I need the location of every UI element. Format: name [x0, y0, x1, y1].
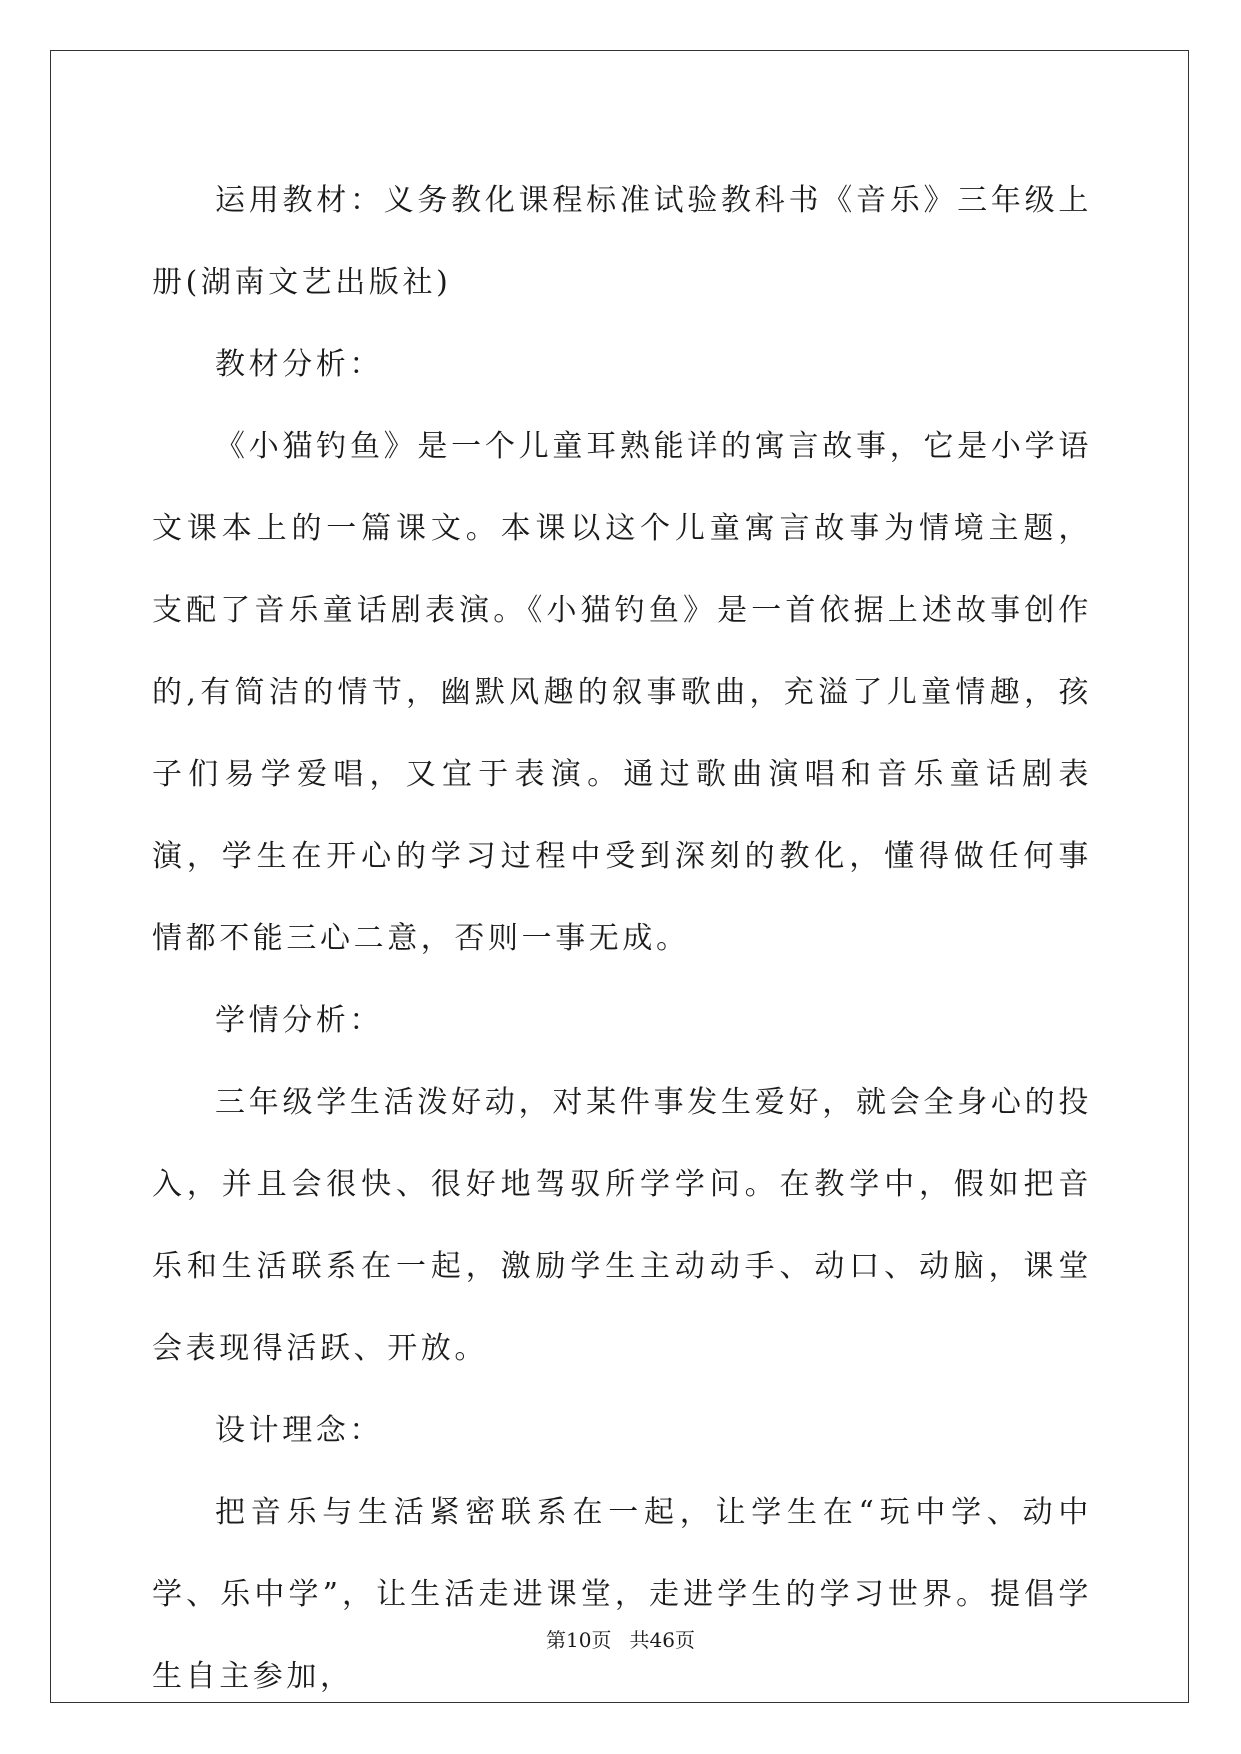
page-footer [0, 1628, 1241, 1652]
student-analysis-paragraph: 三年级学生活泼好动，对某件事发生爱好，就会全身心的投入，并且会很快、很好地驾驭所学学问。在教学中，假如把音乐和生活联系在一起，激励学生主动动手、动口、动脑，课堂会表现得活跃、开放。 [152, 1085, 1092, 1366]
design-concept-paragraph: 把音乐与生活紧密联系在一起，让学生在“玩中学、动中学、乐中学”，让生活走进课堂，走进学生的学习世界。提倡学生自主参加， [152, 1495, 1092, 1694]
document-body [152, 160, 1092, 1718]
total-pages: 共46页 [629, 1628, 695, 1652]
design-concept-heading: 设计理念： [215, 1413, 383, 1448]
material-analysis-heading: 教材分析： [215, 347, 383, 382]
student-analysis-heading: 学情分析： [215, 1003, 383, 1038]
page-number: 第10页 [546, 1628, 612, 1652]
material-analysis-paragraph: 《小猫钓鱼》是一个儿童耳熟能详的寓言故事，它是小学语文课本上的一篇课文。本课以这个儿童寓言故事为情境主题，支配了音乐童话剧表演。《小猫钓鱼》是一首依据上述故事创作的,有简洁的情节，幽默风趣的叙事歌曲，充溢了儿童情趣，孩子们易学爱唱，又宜于表演。通过歌曲演唱和音乐童话剧表演，学生在开心的学习过程中受到深刻的教化，懂得做任何事情都不能三心二意，否则一事无成。 [152, 429, 1092, 956]
textbook-paragraph: 运用教材：义务教化课程标准试验教科书《音乐》三年级上册(湖南文艺出版社) [152, 183, 1092, 300]
